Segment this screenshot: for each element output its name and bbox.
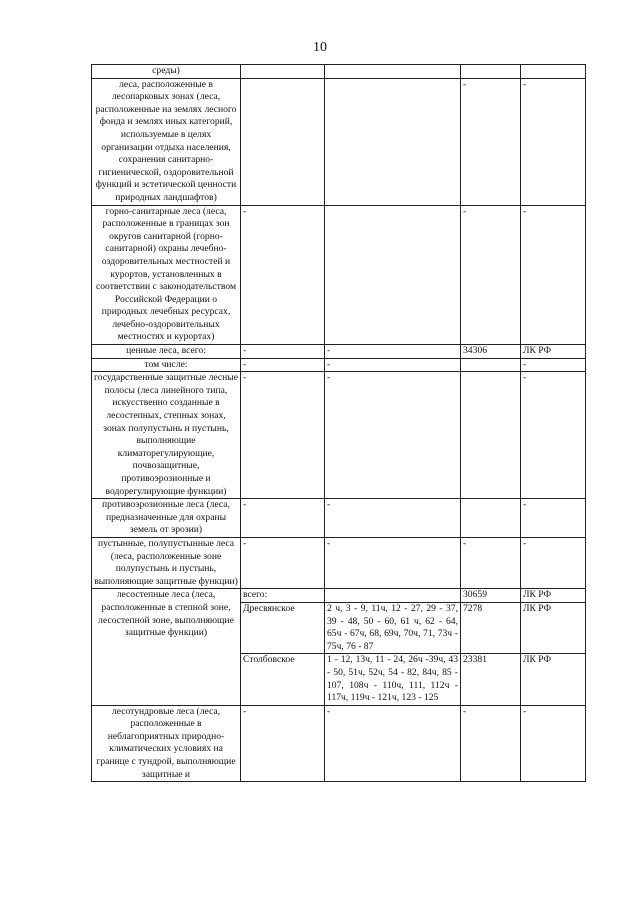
document-cell: ЛК РФ (521, 602, 586, 653)
area-cell: - (461, 205, 521, 345)
purpose-cell: том числе: (92, 358, 241, 372)
forestry-cell (241, 65, 325, 79)
purpose-cell: лесотундровые леса (леса, расположенные в неблагоприятных природно-климатических условиях на границе с тундрой, выполняющие защитные и (92, 705, 241, 782)
quarters-cell: - (325, 499, 461, 538)
forestry-cell: всего: (241, 589, 325, 603)
forestry-cell: - (241, 705, 325, 782)
purpose-cell: леса, расположенные в лесопарковых зонах (леса, расположенные на землях лесного фонда и землях иных категорий, используемые в целях организации отдыха населения, сохранения санитарно-гигиенической, оздоровительной функций и эстетической ценности природных ландшафтов) (92, 78, 241, 205)
area-cell: - (461, 537, 521, 588)
document-cell: ЛК РФ (521, 654, 586, 705)
document-cell: - (521, 372, 586, 499)
page-number: 10 (313, 40, 327, 55)
document-cell: - (521, 358, 586, 372)
area-cell: 23381 (461, 654, 521, 705)
forestry-cell: Столбовское (241, 654, 325, 705)
quarters-cell (325, 589, 461, 603)
purpose-cell: ценные леса, всего: (92, 345, 241, 359)
document-cell: - (521, 705, 586, 782)
quarters-cell: 1 - 12, 13ч, 11 - 24, 26ч -39ч, 43 - 50, 51ч, 52ч, 54 - 82, 84ч, 85 - 107, 108ч - 110ч, 111, 112ч - 117ч, 119ч - 121ч, 123 - 125 (325, 654, 461, 705)
purpose-cell: пустынные, полупустынные леса (леса, расположенные зоне полупустынь и пустынь, выполняющие защитные функции) (92, 537, 241, 588)
purpose-cell: горно-санитарные леса (леса, расположенные в границах зон округов санитарной (горно-санитарной) охраны лечебно-оздоровительных местностей и курортов, установленных в соответствии с законодательством Российской Федерации о природных лечебных ресурсах, лечебно-оздоровительных местностях и курортах) (92, 205, 241, 345)
quarters-cell: - (325, 345, 461, 359)
document-cell (521, 65, 586, 79)
area-cell: 34306 (461, 345, 521, 359)
document-cell: - (521, 499, 586, 538)
table-row (92, 499, 586, 538)
table-row (92, 345, 586, 359)
area-cell (461, 358, 521, 372)
area-cell (461, 499, 521, 538)
purpose-cell: противоэрозионные леса (леса, предназначенные для охраны земель от эрозии) (92, 499, 241, 538)
table-row (92, 78, 586, 205)
area-cell: 30659 (461, 589, 521, 603)
document-cell: - (521, 78, 586, 205)
quarters-cell: - (325, 358, 461, 372)
forestry-cell (241, 78, 325, 205)
forestry-cell: - (241, 345, 325, 359)
document-cell: ЛК РФ (521, 589, 586, 603)
purpose-cell: лесостепные леса (леса, расположенные в степной зоне, лесостепной зоне, выполняющие защитные функции) (92, 589, 241, 705)
quarters-cell (325, 78, 461, 205)
document-cell: - (521, 537, 586, 588)
document-cell: - (521, 205, 586, 345)
forestry-cell: - (241, 358, 325, 372)
area-cell (461, 65, 521, 79)
forestry-cell: - (241, 205, 325, 345)
area-cell (461, 372, 521, 499)
quarters-cell: 2 ч, 3 - 9, 11ч, 12 - 27, 29 - 37, 39 - 48, 50 - 60, 61 ч, 62 - 64, 65ч - 67ч, 68, 69ч, 70ч, 71, 73ч - 75ч, 76 - 87 (325, 602, 461, 653)
forestry-cell: Дресвянское (241, 602, 325, 653)
quarters-cell (325, 65, 461, 79)
quarters-cell: - (325, 372, 461, 499)
area-cell: - (461, 78, 521, 205)
forestry-cell: - (241, 499, 325, 538)
quarters-cell: - (325, 537, 461, 588)
forestry-cell: - (241, 537, 325, 588)
document-cell: ЛК РФ (521, 345, 586, 359)
purpose-cell: государственные защитные лесные полосы (леса линейного типа, искусственно созданные в лесостепных, степных зонах, зонах полупустынь и пустынь, выполняющие климаторегулирующие, почвозащитные, противоэрозионные и водорегулирующие функции) (92, 372, 241, 499)
purpose-cell: среды) (92, 65, 241, 79)
protective-forests-table (91, 64, 586, 782)
table-row (92, 65, 586, 79)
quarters-cell (325, 205, 461, 345)
table-row (92, 205, 586, 345)
area-cell: 7278 (461, 602, 521, 653)
table-row (92, 358, 586, 372)
table-row (92, 372, 586, 499)
table-row (92, 537, 586, 588)
table-row (92, 705, 586, 782)
table-row (92, 589, 586, 603)
forestry-cell: - (241, 372, 325, 499)
area-cell: - (461, 705, 521, 782)
quarters-cell: - (325, 705, 461, 782)
